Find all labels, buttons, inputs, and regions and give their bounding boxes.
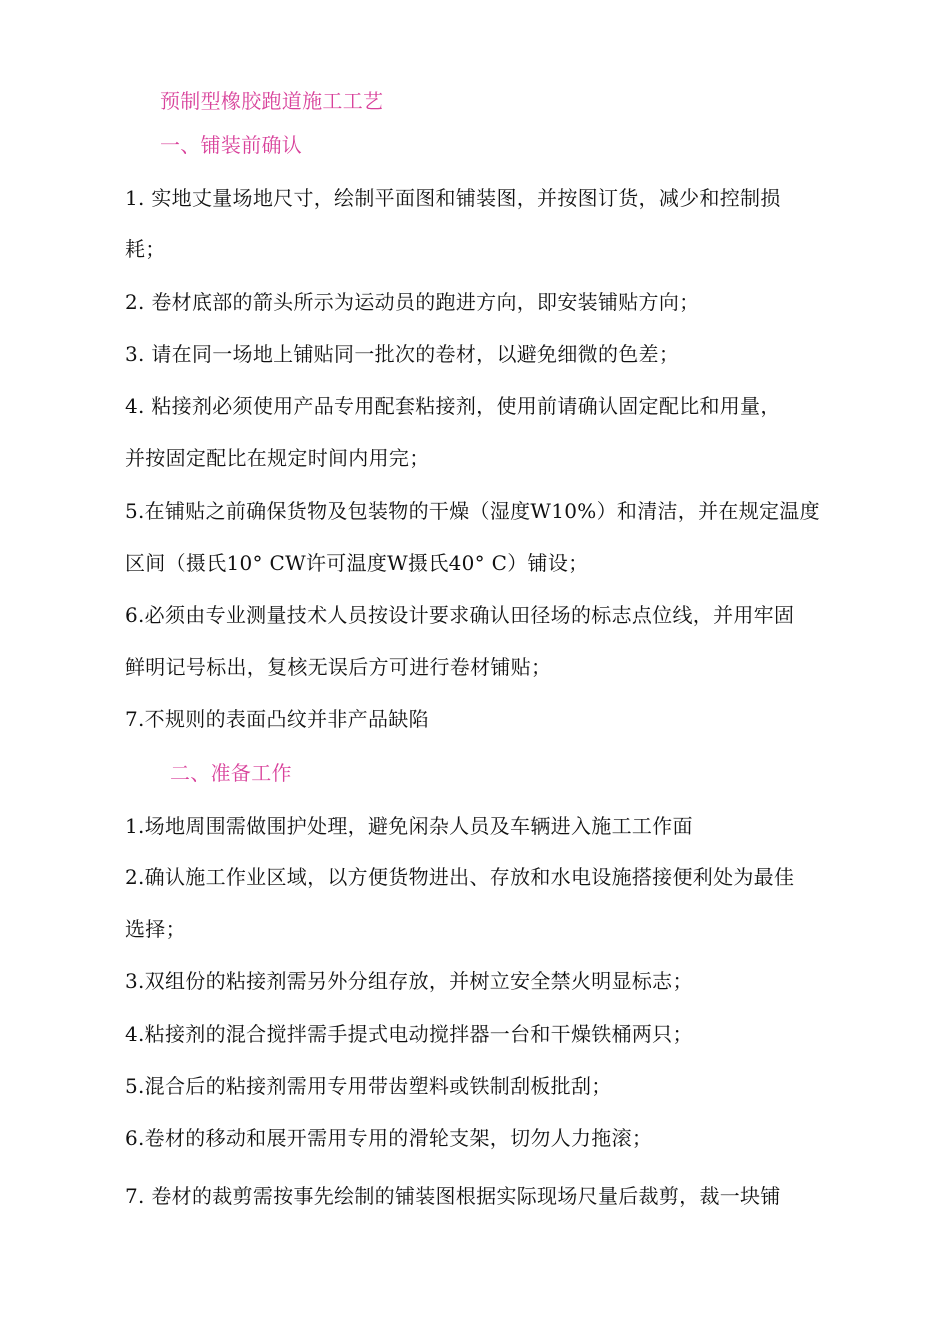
paragraph-line: 3.双组份的粘接剂需另外分组存放，并树立安全禁火明显标志；: [125, 969, 693, 993]
paragraph-line: 选择；: [125, 917, 186, 941]
paragraph-line: 6.卷材的移动和展开需用专用的滑轮支架，切勿人力拖滚；: [125, 1126, 653, 1150]
paragraph-line: 鲜明记号标出，复核无误后方可进行卷材铺贴；: [125, 655, 552, 679]
paragraph-line: 5.在铺贴之前确保货物及包装物的干燥（湿度W10%）和清洁，并在规定温度: [125, 499, 820, 523]
section-heading-2: 二、准备工作: [170, 761, 292, 785]
document-title: 预制型橡胶跑道施工工艺: [160, 89, 384, 113]
paragraph-line: 7. 卷材的裁剪需按事先绘制的铺装图根据实际现场尺量后裁剪，裁一块铺: [125, 1184, 781, 1208]
paragraph-line: 5.混合后的粘接剂需用专用带齿塑料或铁制刮板批刮；: [125, 1074, 612, 1098]
paragraph-line: 并按固定配比在规定时间内用完；: [125, 446, 430, 470]
paragraph-line: 2.确认施工作业区域，以方便货物进出、存放和水电设施搭接便利处为最佳: [125, 865, 795, 889]
paragraph-line: 4.粘接剂的混合搅拌需手提式电动搅拌器一台和干燥铁桶两只；: [125, 1022, 693, 1046]
paragraph-line: 1.场地周围需做围护处理，避免闲杂人员及车辆进入施工工作面: [125, 814, 693, 838]
paragraph-line: 3. 请在同一场地上铺贴同一批次的卷材，以避免细微的色差；: [125, 342, 680, 366]
paragraph-line: 7.不规则的表面凸纹并非产品缺陷: [125, 707, 429, 731]
paragraph-line: 6.必须由专业测量技术人员按设计要求确认田径场的标志点位线，并用牢固: [125, 603, 795, 627]
section-heading-1: 一、铺装前确认: [160, 133, 303, 157]
paragraph-line: 2. 卷材底部的箭头所示为运动员的跑进方向，即安装铺贴方向；: [125, 290, 700, 314]
paragraph-line: 区间（摄氏10° CW许可温度W摄氏40° C）铺设；: [125, 551, 589, 575]
paragraph-line: 1. 实地丈量场地尺寸，绘制平面图和铺装图，并按图订货，减少和控制损: [125, 186, 781, 210]
paragraph-line: 4. 粘接剂必须使用产品专用配套粘接剂，使用前请确认固定配比和用量，: [125, 394, 781, 418]
paragraph-line: 耗；: [125, 237, 166, 261]
